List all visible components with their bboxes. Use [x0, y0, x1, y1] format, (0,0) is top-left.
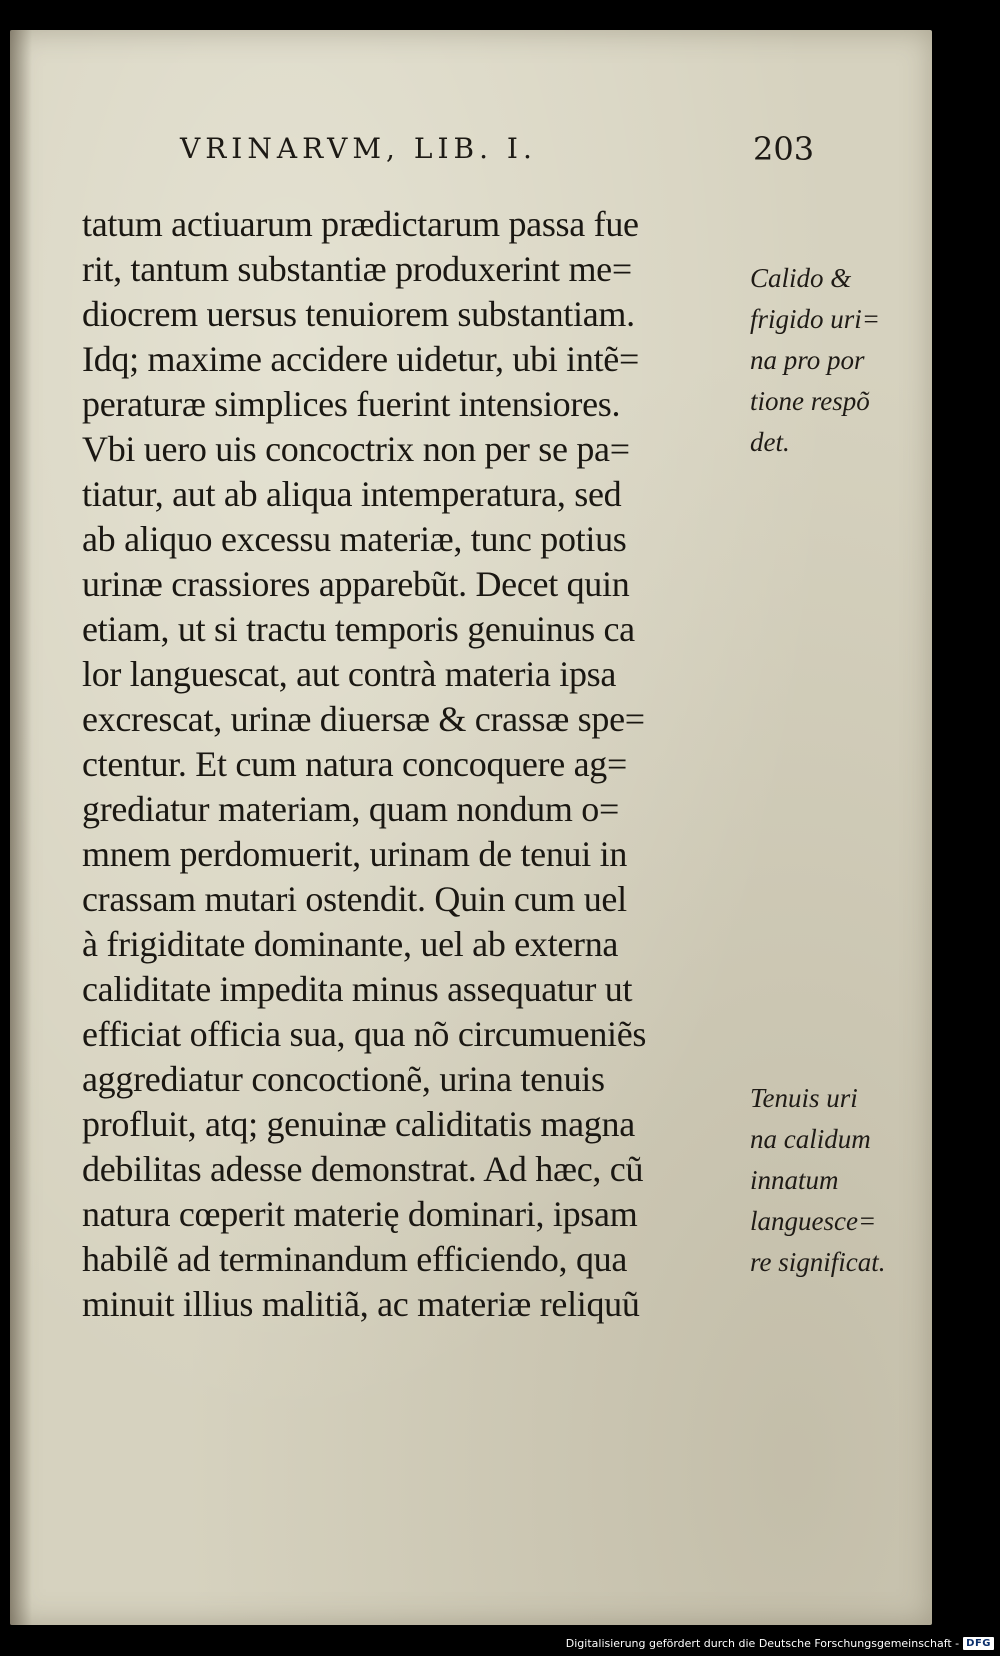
- body-line: rit, tantum substantiæ produxerint me=: [82, 249, 632, 289]
- body-text-block: [82, 202, 742, 1327]
- margin-note-line: na pro por: [750, 345, 865, 375]
- body-line: debilitas adesse demonstrat. Ad hæc, cũ: [82, 1149, 644, 1189]
- body-line: peraturæ simplices fuerint intensiores.: [82, 384, 621, 424]
- margin-note-tenuis: [750, 1078, 910, 1283]
- margin-note-line: re significat.: [750, 1247, 886, 1277]
- body-line: efficiat officia sua, qua nõ circumueniẽs: [82, 1014, 647, 1054]
- body-line: minuit illius malitiã, ac materiæ reliquũ: [82, 1284, 640, 1324]
- body-line: natura cœperit materię dominari, ipsam: [82, 1194, 638, 1234]
- dfg-logo-icon: DFG: [963, 1637, 994, 1650]
- margin-note-line: languesce=: [750, 1206, 877, 1236]
- digitization-credit: [566, 1633, 994, 1653]
- body-line: profluit, atq; genuinæ caliditatis magna: [82, 1104, 635, 1144]
- margin-note-line: innatum: [750, 1165, 839, 1195]
- body-line: à frigiditate dominante, uel ab externa: [82, 924, 619, 964]
- body-line: crassam mutari ostendit. Quin cum uel: [82, 879, 627, 919]
- page-number: 203: [753, 130, 815, 168]
- body-line: aggrediatur concoctionẽ, urina tenuis: [82, 1059, 605, 1099]
- body-line: tiatur, aut ab aliqua intemperatura, sed: [82, 474, 622, 514]
- book-page: [10, 30, 932, 1625]
- margin-note-line: Calido &: [750, 263, 852, 293]
- body-line: diocrem uersus tenuiorem substantiam.: [82, 294, 635, 334]
- body-line: lor languescat, aut contrà materia ipsa: [82, 654, 617, 694]
- margin-note-line: na calidum: [750, 1124, 871, 1154]
- credit-text: Digitalisierung gefördert durch die Deutsche Forschungsgemeinschaft -: [565, 1636, 960, 1650]
- body-line: grediatur materiam, quam nondum o=: [82, 789, 619, 829]
- running-head: VRINARVM, LIB. I.: [180, 132, 537, 165]
- body-line: urinæ crassiores apparebũt. Decet quin: [82, 564, 630, 604]
- body-line: ab aliquo excessu materiæ, tunc potius: [82, 519, 627, 559]
- margin-note-line: Tenuis uri: [750, 1083, 858, 1113]
- body-line: excrescat, urinæ diuersæ & crassæ spe=: [82, 699, 645, 739]
- body-line: Vbi uero uis concoctrix non per se pa=: [82, 429, 630, 469]
- body-line: Idq; maxime accidere uidetur, ubi intẽ=: [82, 339, 639, 379]
- body-line: ctentur. Et cum natura concoquere ag=: [82, 744, 627, 784]
- margin-note-calido: [750, 258, 910, 463]
- body-line: tatum actiuarum prædictarum passa fue: [82, 204, 639, 244]
- margin-note-line: tione respõ: [750, 386, 870, 416]
- body-line: habilẽ ad terminandum efficiendo, qua: [82, 1239, 628, 1279]
- margin-note-line: det.: [750, 427, 790, 457]
- body-line: caliditate impedita minus assequatur ut: [82, 969, 633, 1009]
- margin-note-line: frigido uri=: [750, 304, 880, 334]
- body-line: mnem perdomuerit, urinam de tenui in: [82, 834, 628, 874]
- body-line: etiam, ut si tractu temporis genuinus ca: [82, 609, 635, 649]
- page-gutter-shadow: [10, 30, 32, 1625]
